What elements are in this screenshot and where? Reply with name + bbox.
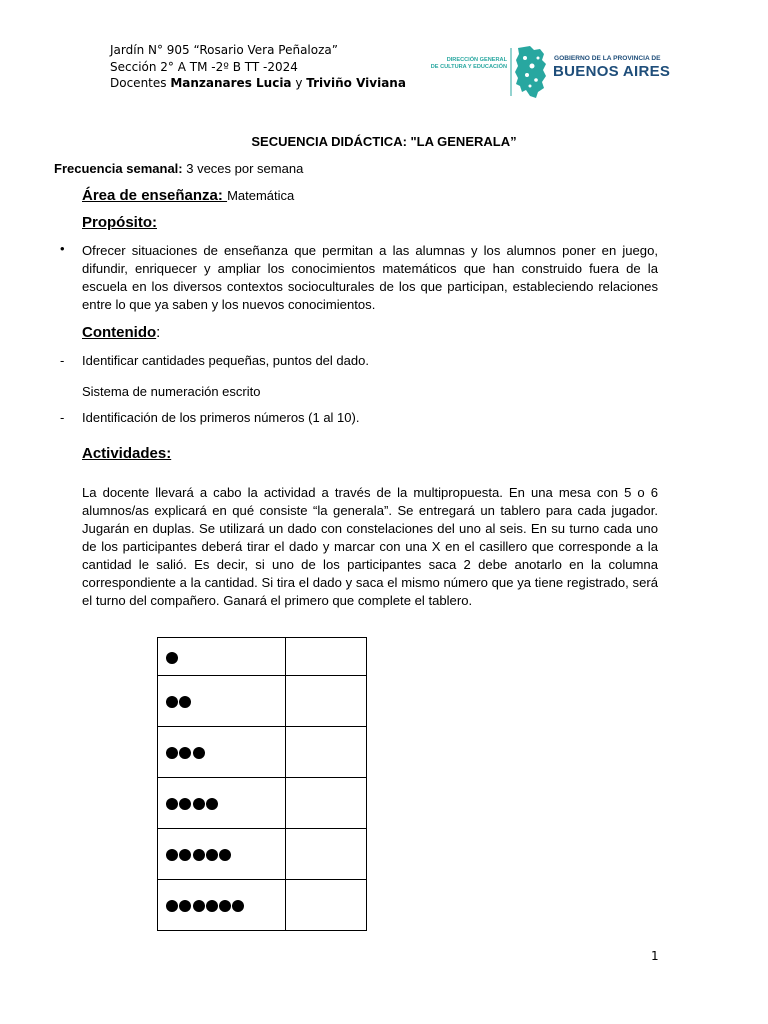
dot-icon: [179, 747, 191, 759]
dash-1: -: [60, 353, 65, 368]
bullet-icon: •: [60, 241, 65, 256]
actividades-text: La docente llevará a cabo la actividad a través de la multipropuesta. En una mesa con 5 o 6 alumnos/as explicará en qué consiste “la generala”. Se entregará un tablero para cada jugador. Jugarán en duplas. Se utilizará un dado con constelaciones del uno al seis. En su turno cada uno de los participantes deberá tirar el dado y marcar con una X en el casillero que corresponde a la cantidad le salió. Es decir, si uno de los participantes saca 2 debe anotarlo en la columna correspondiente a la cantidad. Si tira el dado y saca el mismo número que ya tiene registrado, será el turno del compañero. Ganará el primero que complete el tablero.: [82, 485, 658, 608]
dot-icon: [219, 849, 231, 861]
mark-cell: [286, 638, 367, 676]
dot-icon: [193, 900, 205, 912]
board-row: [158, 638, 367, 676]
dot-icon: [166, 747, 178, 759]
buenos-aires-logo: [423, 44, 671, 100]
dot-icon: [219, 900, 231, 912]
area-line: [82, 187, 294, 204]
dot-icon: [166, 652, 178, 664]
province-map-icon: [510, 44, 550, 100]
direccion-general-text: DIRECCIÓN GENERAL DE CULTURA Y EDUCACIÓN: [430, 57, 507, 70]
dot-icon: [193, 849, 205, 861]
area-value: Matemática: [227, 188, 295, 203]
board-row: [158, 778, 367, 829]
teacher-2: Triviño Viviana: [306, 76, 406, 90]
dash-2: -: [60, 410, 65, 425]
dot-icon: [179, 849, 191, 861]
dot-icon: [193, 747, 205, 759]
school-name: Jardín N° 905 “Rosario Vera Peñaloza”: [110, 43, 338, 57]
dot-icon: [179, 696, 191, 708]
dot-icon: [166, 900, 178, 912]
board-row: [158, 829, 367, 880]
frecuencia-value: 3 veces por semana: [182, 161, 304, 176]
area-label: Área de enseñanza:: [82, 187, 228, 204]
dot-icon: [166, 696, 178, 708]
dice-cell: [158, 676, 286, 727]
document-title: SECUENCIA DIDÁCTICA: "LA GENERALA”: [251, 134, 517, 149]
board-row: [158, 880, 367, 931]
dot-icon: [166, 798, 178, 810]
page-number: 1: [651, 949, 659, 963]
section-line: Sección 2° A TM -2º B TT -2024: [110, 59, 298, 74]
dot-icon: [193, 798, 205, 810]
dice-cell: [158, 638, 286, 676]
dot-icon: [166, 849, 178, 861]
school-header: [110, 42, 406, 92]
mark-cell: [286, 676, 367, 727]
dice-cell: [158, 880, 286, 931]
board-row: [158, 727, 367, 778]
teacher-1: Manzanares Lucia: [170, 76, 292, 90]
mark-cell: [286, 778, 367, 829]
mark-cell: [286, 829, 367, 880]
proposito-text: Ofrecer situaciones de enseñanza que permitan a las alumnas y los alumnos poner en juego, difundir, enriquecer y ampliar los conocimientos matemáticos que han construido fuera de la escuela en los diversos contextos socioculturales de los que participan, estableciendo relaciones entre lo que ya saben y los nuevos conocimientos.: [82, 243, 658, 312]
buenos-aires-text: BUENOS AIRES: [553, 63, 671, 80]
teachers-line: Docentes Manzanares Lucia y Triviño Viviana: [110, 76, 406, 90]
frecuencia-label: Frecuencia semanal:: [54, 161, 183, 176]
dice-cell: [158, 829, 286, 880]
dice-cell: [158, 727, 286, 778]
mark-cell: [286, 727, 367, 778]
dot-icon: [232, 900, 244, 912]
contenido-subheading: Sistema de numeración escrito: [82, 384, 261, 399]
dot-icon: [206, 849, 218, 861]
actividades-heading: Actividades:: [82, 445, 172, 462]
board-row: [158, 676, 367, 727]
dot-icon: [206, 900, 218, 912]
contenido-heading: Contenido:: [82, 324, 161, 341]
contenido-item-1: Identificar cantidades pequeñas, puntos del dado.: [82, 353, 369, 368]
mark-cell: [286, 880, 367, 931]
dot-icon: [179, 798, 191, 810]
generala-board: [157, 637, 367, 931]
dot-icon: [179, 900, 191, 912]
contenido-item-2: Identificación de los primeros números (1 al 10).: [82, 410, 360, 425]
proposito-heading: Propósito:: [82, 214, 157, 231]
gobierno-text: GOBIERNO DE LA PROVINCIA DE: [554, 55, 661, 62]
frecuencia-line: [54, 161, 303, 176]
dice-cell: [158, 778, 286, 829]
dot-icon: [206, 798, 218, 810]
